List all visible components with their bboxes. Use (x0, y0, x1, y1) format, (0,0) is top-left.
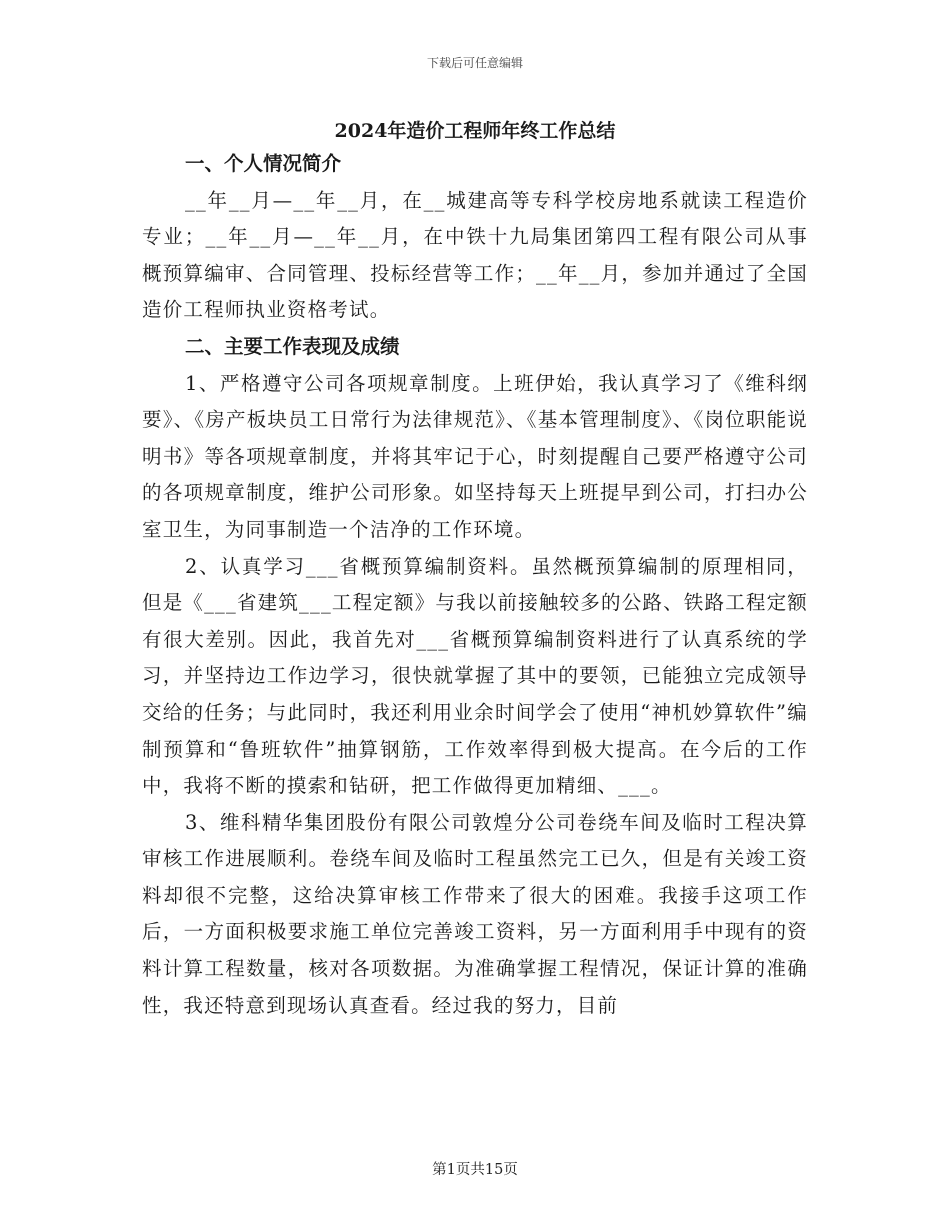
paragraph-personal-intro: __年__月—__年__月，在__城建高等专科学校房地系就读工程造价专业；__年__月—__年__月，在中铁十九局集团第四工程有限公司从事概预算编审、合同管理、投标经营等工作；__年__月，参加并通过了全国造价工程师执业资格考试。 (142, 188, 808, 322)
document-title: 2024年造价工程师年终工作总结 (334, 120, 616, 142)
header-note: 下载后可任意编辑 (426, 56, 523, 70)
page-number: 第1页共15页 (432, 1162, 518, 1178)
section-heading-personal: 一、个人情况简介 (185, 152, 342, 175)
paragraph-budget-study: 2、认真学习___省概预算编制资料。虽然概预算编制的原理相同，但是《___省建筑___工程定额》与我以前接触较多的公路、铁路工程定额有很大差别。因此，我首先对___省概预算编制资料进行了认真系统的学习，并坚持边工作边学习，很快就掌握了其中的要领，已能独立完成领导交给的任务；与此同时，我还利用业余时间学会了使用“神机妙算软件”编制预算和“鲁班软件”抽算钢筋，工作效率得到极大提高。在今后的工作中，我将不断的摸索和钻研，把工作做得更加精细、___。 (142, 554, 809, 798)
paragraph-rules: 1、严格遵守公司各项规章制度。上班伊始，我认真学习了《维科纲要》、《房产板块员工日常行为法律规范》、《基本管理制度》、《岗位职能说明书》等各项规章制度，并将其牢记于心，时刻提醒自己要严格遵守公司的各项规章制度，维护公司形象。如坚持每天上班提早到公司，打扫办公室卫生，为同事制造一个洁净的工作环境。 (142, 371, 809, 541)
section-heading-performance: 二、主要工作表现及成绩 (185, 334, 400, 358)
paragraph-settlement-audit: 3、维科精华集团股份有限公司敦煌分公司卷绕车间及临时工程决算审核工作进展顺利。卷绕车间及临时工程虽然完工已久，但是有关竣工资料却很不完整，这给决算审核工作带来了很大的困难。我接手这项工作后，一方面积极要求施工单位完善竣工资料，另一方面利用手中现有的资料计算工程数量，核对各项数据。为准确掌握工程情况，保证计算的准确性，我还特意到现场认真查看。经过我的努力，目前 (142, 810, 808, 1017)
document-body (142, 146, 808, 1024)
